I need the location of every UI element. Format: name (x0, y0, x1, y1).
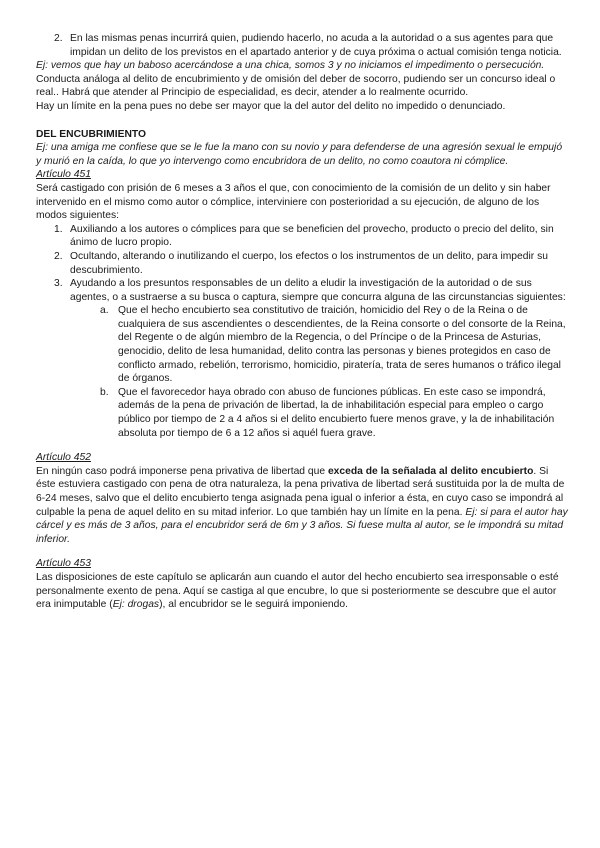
sublist-letter: b. (100, 386, 109, 398)
bold-text-run: exceda de la señalada al delito encubierto (327, 465, 534, 477)
list-item-2 (36, 32, 568, 59)
section-heading: DEL ENCUBRIMIENTO (36, 128, 147, 140)
text-run: ), al encubridor se le seguirá imponiendo. (159, 599, 348, 611)
example-text-run: Ej: si para el autor hay cárcel y es más de 3 años, para el encubridor será de 6m y 3 años. Si fuese multa al autor, se le impondrá su mitad inferior. (36, 506, 568, 545)
list-item-text: Ocultando, alterando o inutilizando el cuerpo, los efectos o los instrumentos de un delito, para impedir su descubrimiento. (70, 250, 548, 276)
paragraph-concurso: Conducta análoga al delito de encubrimiento y de omisión del deber de socorro, pudiendo ser un concurso ideal o real.. Habrá que atender al Principio de especialidad, es decir, atender a lo realmente ocurrido. (36, 73, 556, 99)
document-page (36, 32, 568, 612)
list-item (36, 277, 568, 304)
example-text: Ej: vemos que hay un baboso acercándose a una chica, somos 3 y no iniciamos el impedimento o persecución. (36, 60, 545, 72)
sublist-item (36, 386, 568, 440)
list-number: 2. (54, 250, 63, 262)
list-item-text: En las mismas penas incurrirá quien, pudiendo hacerlo, no acuda a la autoridad o a sus agentes para que impidan un delito de los previstos en el apartado anterior y de cuya próxima o actual comisión tenga noticia. (70, 33, 562, 58)
list-item-text: Auxiliando a los autores o cómplices para que se beneficien del provecho, producto o precio del delito, sin ánimo de lucro propio. (70, 223, 554, 249)
article-451-intro: Será castigado con prisión de 6 meses a 3 años el que, con conocimiento de la comisión de un delito y sin haber intervenido en el mismo como autor o cómplice, interviniere con posterioridad a su ejecución, de alguno de los modos siguientes: (36, 182, 551, 222)
list-number: 2. (54, 33, 63, 44)
sublist-item-text: Que el favorecedor haya obrado con abuso de funciones públicas. En este caso se impondrá, además de la pena de privación de libertad, la de inhabilitación especial para empleo o cargo público por tiempo de 2 a 4 años si el delito encubierto fuere menos grave, y la de inhabilitación absoluta por tiempo de 6 a 12 años si aquél fuera grave. (118, 386, 555, 439)
example-text-run: Ej: drogas (112, 599, 160, 611)
text-run: . Si éste estuviera castigado con pena de otra naturaleza, la pena privativa de libertad será sustituida por la de multa de 6-24 meses, salvo que el delito encubierto tenga asignada pena igual o inferior a ésta, en cuyo caso se impondrá al culpable la pena de aquel delito en su mitad inferior. Lo que también hay un límite en la pena. (36, 465, 565, 518)
article-453-title: Artículo 453 (36, 558, 91, 570)
article-452-title: Artículo 452 (36, 452, 91, 464)
sublist-item (36, 304, 568, 386)
sublist-letter: a. (100, 305, 109, 317)
article-452-text (36, 465, 568, 547)
list-number: 1. (54, 223, 63, 235)
article-451-title: Artículo 451 (36, 169, 91, 181)
sublist-item-text: Que el hecho encubierto sea constitutivo de traición, homicidio del Rey o de la Reina o de cualquiera de sus ascendientes o descendientes, de la Reina consorte o del consorte de la Reina, del Regente o de algún miembro de la Regencia, o del Príncipe o de la Princesa de Asturias, genocidio, delito de lesa humanidad, delito contra las personas y bienes protegidos en caso de conflicto armado, rebelión, terrorismo, homicidio, piratería, trata de seres humanos o tráfico ilegal de órganos. (118, 305, 566, 385)
text-run: En ningún caso podrá imponerse pena privativa de libertad que (36, 465, 328, 477)
list-item (36, 223, 568, 250)
list-item (36, 250, 568, 277)
text-run: Las disposiciones de este capítulo se aplicarán aun cuando el autor del hecho encubierto sea irresponsable o esté personalmente exento de pena. Aquí se castiga al que encubre, lo que si posteriormente se descubre que el autor era inimputable ( (36, 571, 559, 611)
list-number: 3. (54, 278, 63, 290)
section-example: Ej: una amiga me confiese que se le fue la mano con su novio y para defenderse de una agresión sexual le empujó y murió en la caída, lo que yo intervengo como encubridora de un delito, no como coautora ni cómplice. (36, 142, 563, 167)
article-453-text (36, 571, 568, 612)
list-item-text: Ayudando a los presuntos responsables de un delito a eludir la investigación de la autoridad o de sus agentes, o a sustraerse a su busca o captura, siempre que concurra alguna de las circunstancias siguientes: (70, 278, 566, 303)
paragraph-limite: Hay un límite en la pena pues no debe ser mayor que la del autor del delito no impedido o denunciado. (36, 100, 506, 112)
